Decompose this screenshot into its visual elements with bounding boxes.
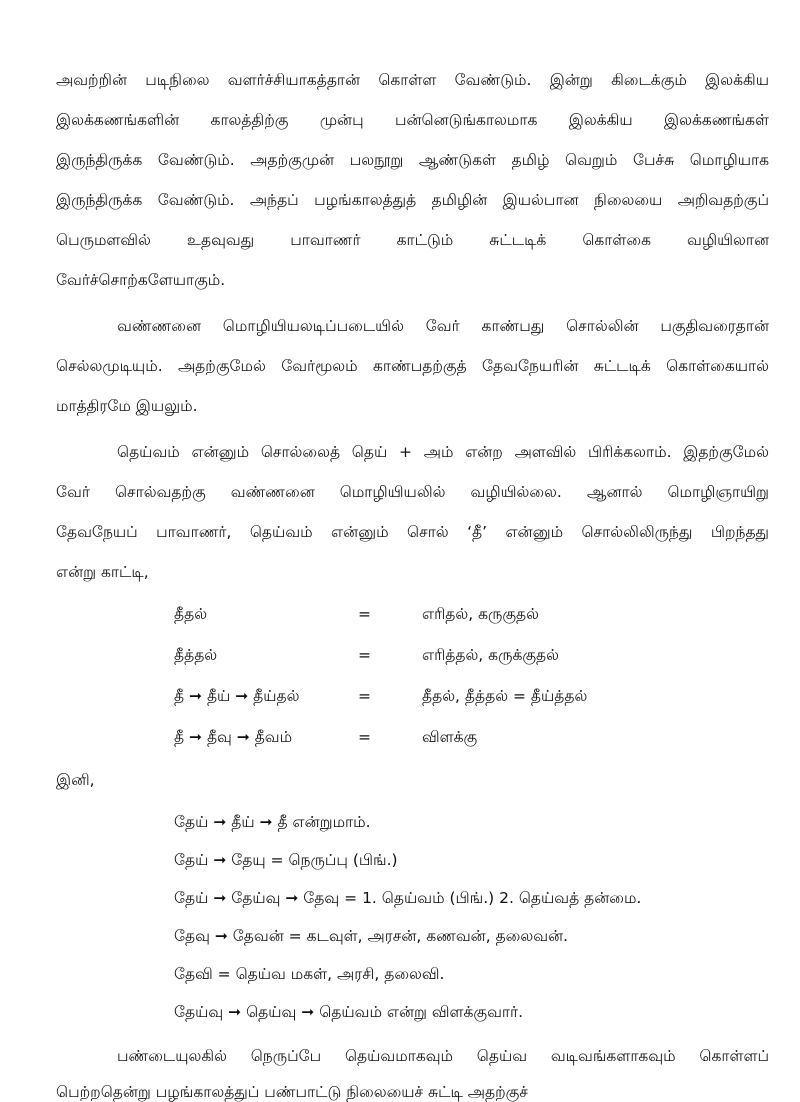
paragraph-2-line: செல்லமுடியும். அதற்குமேல் வேர்மூலம் காண்பதற்குத் தேவநேயரின் சுட்டடிக் கொள்கையால் <box>56 357 769 375</box>
paragraph-4-line: பண்டையுலகில் நெருப்பே தெய்வமாகவும் தெய்வ வடிவங்களாகவும் கொள்ளப் <box>117 1047 769 1065</box>
table-left-term: தீத்தல் <box>174 646 218 664</box>
table-right-term: விளக்கு <box>422 728 478 746</box>
paragraph-1-line: அவற்றின் படிநிலை வளர்ச்சியாகத்தான் கொள்ள வேண்டும். இன்று கிடைக்கும் இலக்கிய <box>56 71 769 89</box>
paragraph-1-line: வேர்ச்சொற்களேயாகும். <box>56 271 226 289</box>
table-right-term: எரிதல், கருகுதல் <box>422 605 539 623</box>
table-left-term: தீதல் <box>174 605 208 623</box>
table-right-term: தீதல், தீத்தல் = தீய்த்தல் <box>422 687 588 705</box>
derivation-item: தேய்வு ➞ தெய்வு ➞ தெய்வம் என்று விளக்குவார். <box>174 1003 524 1021</box>
derivation-item: தேய் ➞ தேயு = நெருப்பு (பிங்.) <box>174 851 398 869</box>
derivation-item: தேவு ➞ தேவன் = கடவுள், அரசன், கணவன், தலைவன். <box>174 927 568 945</box>
paragraph-1-line: இருந்திருக்க வேண்டும். அதற்குமுன் பலநூறு ஆண்டுகள் தமிழ் வெறும் பேச்சு மொழியாக <box>56 151 769 169</box>
paragraph-1-line: இருந்திருக்க வேண்டும். அந்தப் பழங்காலத்துத் தமிழின் இயல்பான நிலையை அறிவதற்குப் <box>56 191 769 209</box>
paragraph-4-line: பெற்றதென்று பழங்காலத்துப் பண்பாட்டு நிலையைச் சுட்டி அதற்குச் <box>56 1083 528 1101</box>
paragraph-1-line: இலக்கணங்களின் காலத்திற்கு முன்பு பன்னெடுங்காலமாக இலக்கிய இலக்கணங்கள் <box>56 111 769 129</box>
table-left-term: தீ ➞ தீய் ➞ தீய்தல் <box>174 687 300 705</box>
table-equals: = <box>358 646 371 664</box>
paragraph-3-line: என்று காட்டி, <box>56 563 149 581</box>
paragraph-3-line: தெய்வம் என்னும் சொல்லைத் தெய் + அம் என்ற அளவில் பிரிக்கலாம். இதற்குமேல் <box>117 443 769 461</box>
table-left-term: தீ ➞ தீவு ➞ தீவம் <box>174 728 293 746</box>
paragraph-3-line: வேர் சொல்வதற்கு வண்ணனை மொழியியலில் வழியில்லை. ஆனால் மொழிஞாயிறு <box>56 483 769 501</box>
table-equals: = <box>358 605 371 623</box>
table-right-term: எரித்தல், கருக்குதல் <box>422 646 560 664</box>
paragraph-1-line: பெருமளவில் உதவுவது பாவாணர் காட்டும் சுட்டடிக் கொள்கை வழியிலான <box>56 231 769 249</box>
derivation-item: தேவி = தெய்வ மகள், அரசி, தலைவி. <box>174 965 445 983</box>
paragraph-2-line: மாத்திரமே இயலும். <box>56 397 198 415</box>
paragraph-2-line: வண்ணனை மொழியியலடிப்படையில் வேர் காண்பது சொல்லின் பகுதிவரைதான் <box>117 317 769 335</box>
derivation-item: தேய் ➞ தேய்வு ➞ தேவு = 1. தெய்வம் (பிங்.) 2. தெய்வத் தன்மை. <box>174 889 642 907</box>
ini-label: இனி, <box>56 771 95 789</box>
derivation-item: தேய் ➞ தீய் ➞ தீ என்றுமாம். <box>174 813 371 831</box>
table-equals: = <box>358 687 371 705</box>
table-equals: = <box>358 728 371 746</box>
paragraph-3-line: தேவநேயப் பாவாணர், தெய்வம் என்னும் சொல் ‘தீ’ என்னும் சொல்லிலிருந்து பிறந்தது <box>56 523 769 541</box>
